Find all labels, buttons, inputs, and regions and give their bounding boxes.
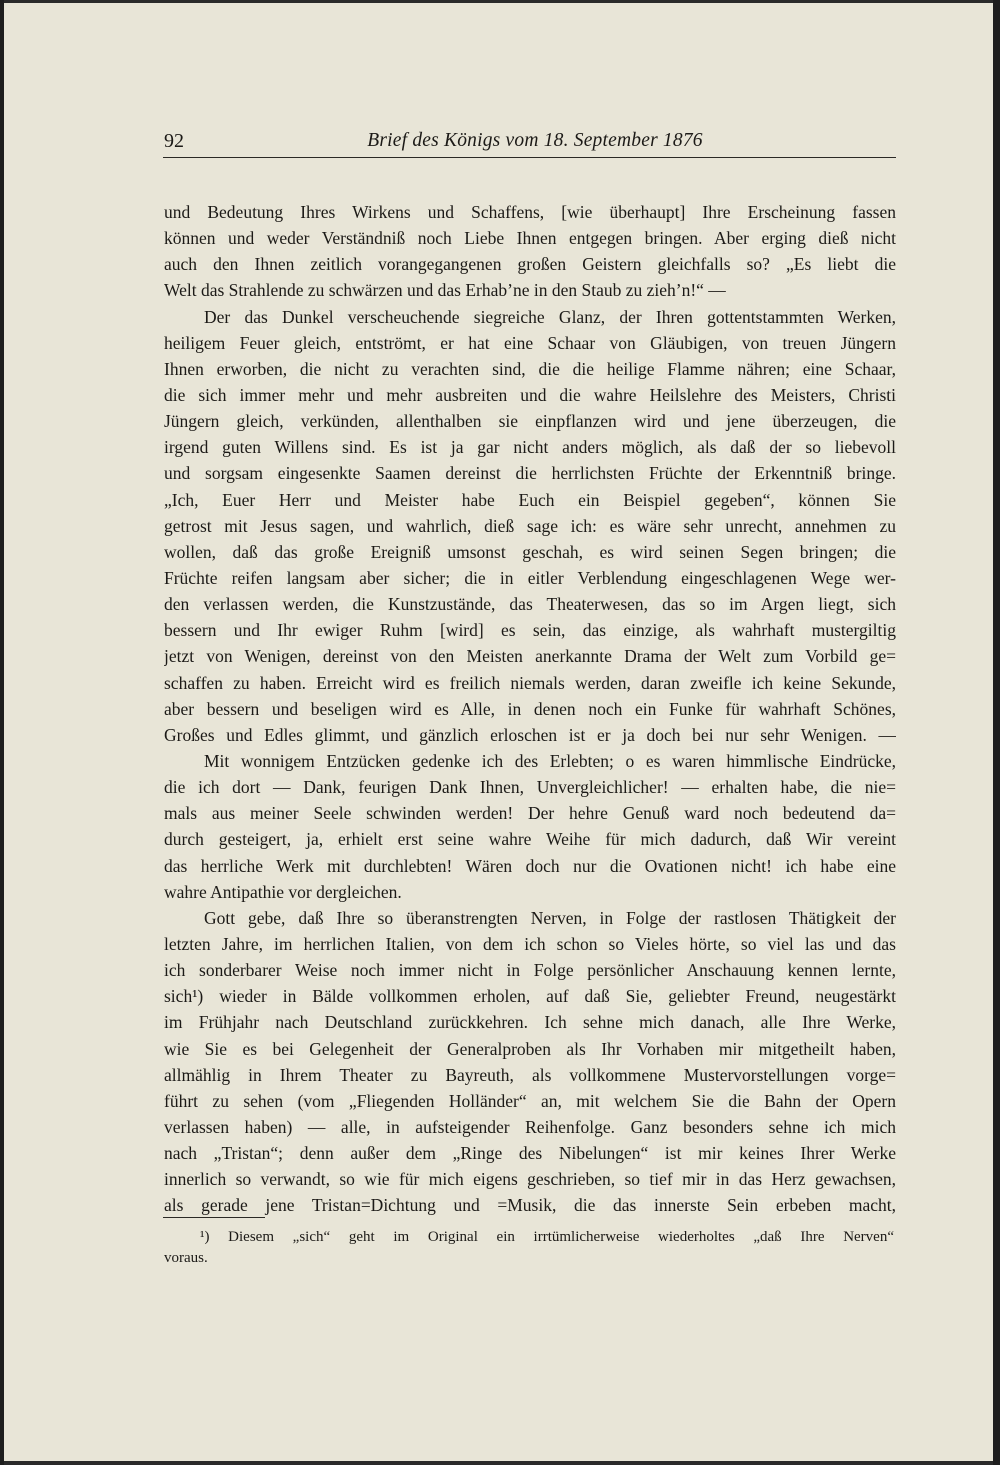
text-line: auch den Ihnen zeitlich vorangegangenen großen Geistern gleichfalls so? „Es liebt die bbox=[164, 254, 896, 275]
text-line: aber bessern und beseligen wird es Alle, in denen noch ein Funke für wahrhaft Schönes, bbox=[164, 698, 896, 719]
page-number: 92 bbox=[164, 130, 184, 152]
text-line: führt zu sehen (vom „Fliegenden Holländer“ an, mit welchem Sie die Bahn der Opern bbox=[164, 1090, 896, 1111]
footnote-line: ¹) Diesem „sich“ geht im Original ein irrtümlicherweise wiederholtes „daß Ihre Nerven“ bbox=[200, 1229, 894, 1245]
text-line: verlassen haben) — alle, in aufsteigender Reihenfolge. Ganz besonders sehne ich mich bbox=[164, 1116, 896, 1137]
text-line: die ich dort — Dank, feurigen Dank Ihnen, Unvergleichlicher! — erhalten habe, die nie= bbox=[164, 777, 896, 798]
text-line: Der das Dunkel verscheuchende siegreiche Glanz, der Ihren gottentstammten Werken, bbox=[204, 306, 896, 327]
text-line: jetzt von Wenigen, dereinst von den Meisten anerkannte Drama der Welt zum Vorbild ge= bbox=[164, 646, 896, 667]
footnote-rule bbox=[163, 1217, 265, 1218]
text-line: irgend guten Willens sind. Es ist ja gar nicht anders möglich, als daß der so liebevoll bbox=[164, 437, 896, 458]
text-line: ich sonderbarer Weise noch immer nicht in Folge persönlicher Anschauung kennen lernte, bbox=[164, 960, 896, 981]
text-line: und sorgsam eingesenkte Saamen dereinst die herrlichsten Früchte der Erkenntniß bringe. bbox=[164, 463, 896, 484]
text-line: die sich immer mehr und mehr ausbreiten und die wahre Heilslehre des Meisters, Christi bbox=[164, 384, 896, 405]
text-line: sich¹) wieder in Bälde vollkommen erholen, auf daß Sie, geliebter Freund, neugestärkt bbox=[164, 986, 896, 1007]
text-line: „Ich, Euer Herr und Meister habe Euch ein Beispiel gegeben“, können Sie bbox=[164, 489, 896, 510]
text-line: wie Sie es bei Gelegenheit der Generalproben als Ihr Vorhaben mir mitgetheilt haben, bbox=[164, 1038, 896, 1059]
text-line: das herrliche Werk mit durchlebten! Wären doch nur die Ovationen nicht! ich habe eine bbox=[164, 855, 896, 876]
text-line: nach „Tristan“; denn außer dem „Ringe des Nibelungen“ ist mir keines Ihrer Werke bbox=[164, 1143, 896, 1164]
text-line: getrost mit Jesus sagen, und wahrlich, dieß sage ich: es wäre sehr unrecht, annehmen zu bbox=[164, 515, 896, 536]
text-line: letzten Jahre, im herrlichen Italien, von dem ich schon so Vieles hörte, so viel las und das bbox=[164, 933, 896, 954]
text-line: allmählig in Ihrem Theater zu Bayreuth, als vollkommene Mustervorstellungen vorge= bbox=[164, 1064, 896, 1085]
text-line: bessern und Ihr ewiger Ruhm [wird] es sein, das einzige, als wahrhaft mustergiltig bbox=[164, 620, 896, 641]
text-line: Gott gebe, daß Ihre so überanstrengten Nerven, in Folge der rastlosen Thätigkeit der bbox=[204, 907, 896, 928]
text-line: im Frühjahr nach Deutschland zurückkehren. Ich sehne mich danach, alle Ihre Werke, bbox=[164, 1012, 896, 1033]
text-line: Mit wonnigem Entzücken gedenke ich des Erlebten; o es waren himmlische Eindrücke, bbox=[204, 750, 896, 771]
text-line: heiligem Feuer gleich, entströmt, er hat eine Schaar von Gläubigen, von treuen Jüngern bbox=[164, 332, 896, 353]
text-line: und Bedeutung Ihres Wirkens und Schaffens, [wie überhaupt] Ihre Erscheinung fassen bbox=[164, 202, 896, 222]
header-rule bbox=[163, 157, 896, 158]
text-line: wollen, daß das große Ereigniß umsonst geschah, es wird seinen Segen bringen; die bbox=[164, 541, 896, 562]
footnote-line: voraus. bbox=[164, 1250, 208, 1266]
text-line: den verlassen werden, die Kunstzustände, das Theaterwesen, das so im Argen liegt, sich bbox=[164, 594, 896, 615]
text-line: Großes und Edles glimmt, und gänzlich erloschen ist er ja doch bei nur sehr Wenigen. — bbox=[164, 724, 896, 745]
text-line: innerlich so verwandt, so wie für mich eigens geschrieben, so tief mir in das Herz gewachsen, bbox=[164, 1169, 896, 1190]
text-line: können und weder Verständniß noch Liebe Ihnen entgegen bringen. Aber erging dieß nicht bbox=[164, 228, 896, 249]
text-line: durch gesteigert, ja, erhielt erst seine wahre Weihe für mich dadurch, daß Wir vereint bbox=[164, 829, 896, 850]
text-line: schaffen zu haben. Erreicht wird es freilich niemals werden, daran zweifle ich keine Sekunde, bbox=[164, 672, 896, 693]
text-line: mals aus meiner Seele schwinden werden! Der hehre Genuß ward noch bedeutend da= bbox=[164, 803, 896, 824]
body-text bbox=[164, 199, 896, 1218]
text-line: Welt das Strahlende zu schwärzen und das Erhab’ne in den Staub zu zieh’n!“ — bbox=[164, 280, 726, 301]
running-header bbox=[164, 126, 896, 156]
text-line: als gerade jene Tristan=Dichtung und =Musik, die das innerste Sein erbeben macht, bbox=[164, 1195, 896, 1216]
text-line: Jüngern gleich, verkünden, allenthalben sie einpflanzen wird und jene überzeugen, die bbox=[164, 411, 896, 432]
text-line: Früchte reifen langsam aber sicher; die in eitler Verblendung eingeschlagenen Wege wer- bbox=[164, 567, 896, 588]
text-line: Ihnen erworben, die nicht zu verachten sind, die die heilige Flamme nähren; eine Schaar, bbox=[164, 358, 896, 379]
running-title: Brief des Königs vom 18. September 1876 bbox=[367, 130, 703, 151]
footnote bbox=[164, 1227, 894, 1269]
text-line: wahre Antipathie vor dergleichen. bbox=[164, 881, 402, 902]
